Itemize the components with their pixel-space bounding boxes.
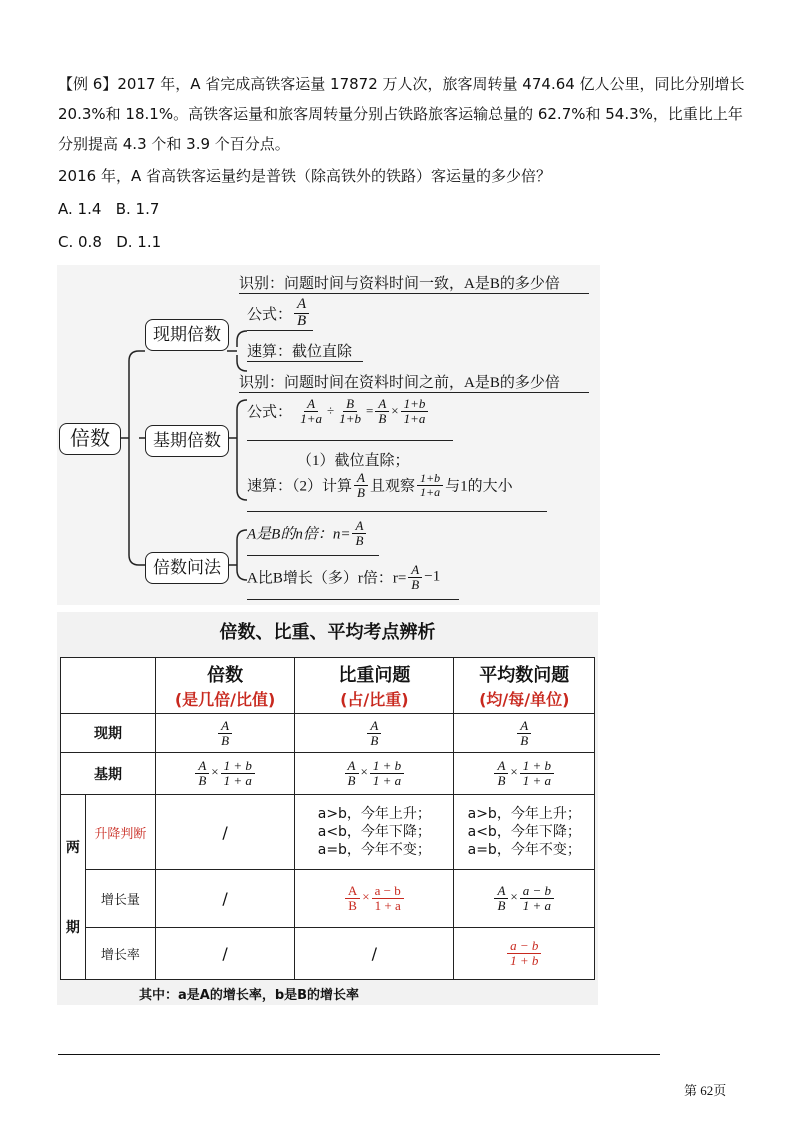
pingjun-compare: a>b，今年上升； a<b，今年下降； a=b，今年不变； bbox=[454, 795, 595, 870]
question-line-1: 【例 6】2017 年，A 省完成高铁客运量 17872 万人次，旅客周转量 474.64 亿人公里，同比分别增长 bbox=[58, 75, 745, 93]
formula-a-over-b: $\frac{A}{B}$ bbox=[294, 297, 309, 330]
comparison-table-panel bbox=[57, 612, 598, 1005]
question-line-4: 2016 年，A 省高铁客运量约是普铁（除高铁外的铁路）客运量的多少倍？ bbox=[58, 167, 551, 185]
row-label-liangqi: 两 期 bbox=[61, 795, 86, 980]
bizhong-zengzhangliang-formula: $\frac{A}{B}$ × $\frac{a - b}{1 + a}$ bbox=[295, 870, 454, 928]
connector-xianqi bbox=[237, 331, 247, 371]
option-d: D. 1.1 bbox=[116, 233, 162, 251]
table-row-zengzhangliang: 增长量 / $\frac{A}{B}$ × $\frac{a - b}{1 + a}$ $\frac{A}{B}$ × $\frac{a - b}{1 + a}$ bbox=[61, 870, 595, 928]
table-title: 倍数、比重、平均考点辨析 bbox=[219, 622, 436, 643]
footer-rule bbox=[58, 1054, 660, 1055]
table-row-zengzhanglv: 增长率 / / $\frac{a - b}{1 + b}$ bbox=[61, 928, 595, 980]
connector-trunk bbox=[129, 351, 139, 565]
pingjun-zengzhangliang-formula: $\frac{A}{B}$ × $\frac{a - b}{1 + a}$ bbox=[454, 870, 595, 928]
jiqi-formula: 公式： $\frac{A}{1+a}$ ÷ $\frac{B}{1+b}$ = $\frac{A}{B}$ × $\frac{1+b}{1+a}$ bbox=[247, 397, 453, 441]
xianqi-identify: 识别：问题时间与资料时间一致，A是B的多少倍 bbox=[239, 272, 589, 294]
mind-map bbox=[57, 265, 600, 605]
connector-wenfa bbox=[237, 530, 247, 580]
header-col-beishu: 倍数 (是几倍/比值) bbox=[155, 658, 294, 714]
table-header-row bbox=[61, 658, 595, 714]
options-row-2 bbox=[58, 228, 161, 256]
options-row-1 bbox=[58, 195, 159, 223]
jiqi-quickcalc-2: 速算：（2）计算 $\frac{A}{B}$ 且观察 $\frac{1+b}{1+a}$ 与1的大小 bbox=[247, 471, 547, 512]
table-row-shengjiang: 两 期 升降判断 / a>b，今年上升； a<b，今年下降； a=b，今年不变； a>b，今年上升； a<b，今年下降； a=b，今年不变； bbox=[61, 795, 595, 870]
bizhong-compare: a>b，今年上升； a<b，今年下降； a=b，今年不变； bbox=[295, 795, 454, 870]
row-label-xianqi: 现期 bbox=[61, 714, 156, 753]
option-a: A. 1.4 bbox=[58, 200, 102, 218]
option-b: B. 1.7 bbox=[115, 200, 160, 218]
header-col-bizhong: 比重问题 (占/比重) bbox=[295, 658, 454, 714]
header-col-pingjun: 平均数问题 (均/每/单位) bbox=[454, 658, 595, 714]
wenfa-n-times: A是B的n倍：n= $\frac{A}{B}$ bbox=[247, 519, 379, 556]
node-xianqi: 现期倍数 bbox=[145, 319, 229, 351]
connector-jiqi bbox=[237, 400, 247, 500]
xianqi-quickcalc: 速算：截位直除 bbox=[247, 340, 363, 362]
question-line-3: 分别提高 4.3 个和 3.9 个百分点。 bbox=[58, 135, 290, 153]
row-label-jiqi: 基期 bbox=[61, 753, 156, 795]
xianqi-formula: 公式： $\frac{A}{B}$ bbox=[247, 297, 313, 331]
header-corner bbox=[61, 658, 156, 714]
comparison-table bbox=[60, 657, 595, 980]
question-line-2: 20.3%和 18.1%。高铁客运量和旅客周转量分别占铁路旅客运输总量的 62.7%和 54.3%，比重比上年 bbox=[58, 105, 743, 123]
pingjun-zengzhanglv-formula: $\frac{a - b}{1 + b}$ bbox=[454, 928, 595, 980]
option-c: C. 0.8 bbox=[58, 233, 102, 251]
jiqi-quickcalc-1: （1）截位直除； bbox=[297, 453, 410, 469]
node-wenfa: 倍数问法 bbox=[145, 552, 229, 584]
page-number: 第 62页 bbox=[684, 1083, 727, 1098]
example-tag: 【例 6】 bbox=[58, 75, 118, 93]
node-jiqi: 基期倍数 bbox=[145, 425, 229, 457]
row-label-zengzhangliang: 增长量 bbox=[85, 870, 155, 928]
table-row-xianqi: 现期 $\frac{A}{B}$ $\frac{A}{B}$ $\frac{A}{B}$ bbox=[61, 714, 595, 753]
table-footnote: 其中：a是A的增长率，b是B的增长率 bbox=[139, 988, 360, 1003]
table-row-jiqi: 基期 $\frac{A}{B}$ × $\frac{1 + b}{1 + a}$ $\frac{A}{B}$ × $\frac{1 + b}{1 + a}$ $\frac{A}{B}$ × $\frac{1 + b}{1 + a}$ bbox=[61, 753, 595, 795]
row-label-shengjiang: 升降判断 bbox=[85, 795, 155, 870]
root-node: 倍数 bbox=[59, 423, 121, 455]
jiqi-identify: 识别：问题时间在资料时间之前，A是B的多少倍 bbox=[239, 371, 589, 393]
row-label-zengzhanglv: 增长率 bbox=[85, 928, 155, 980]
wenfa-r-times: A比B增长（多）r倍：r= $\frac{A}{B}$ −1 bbox=[247, 563, 459, 600]
